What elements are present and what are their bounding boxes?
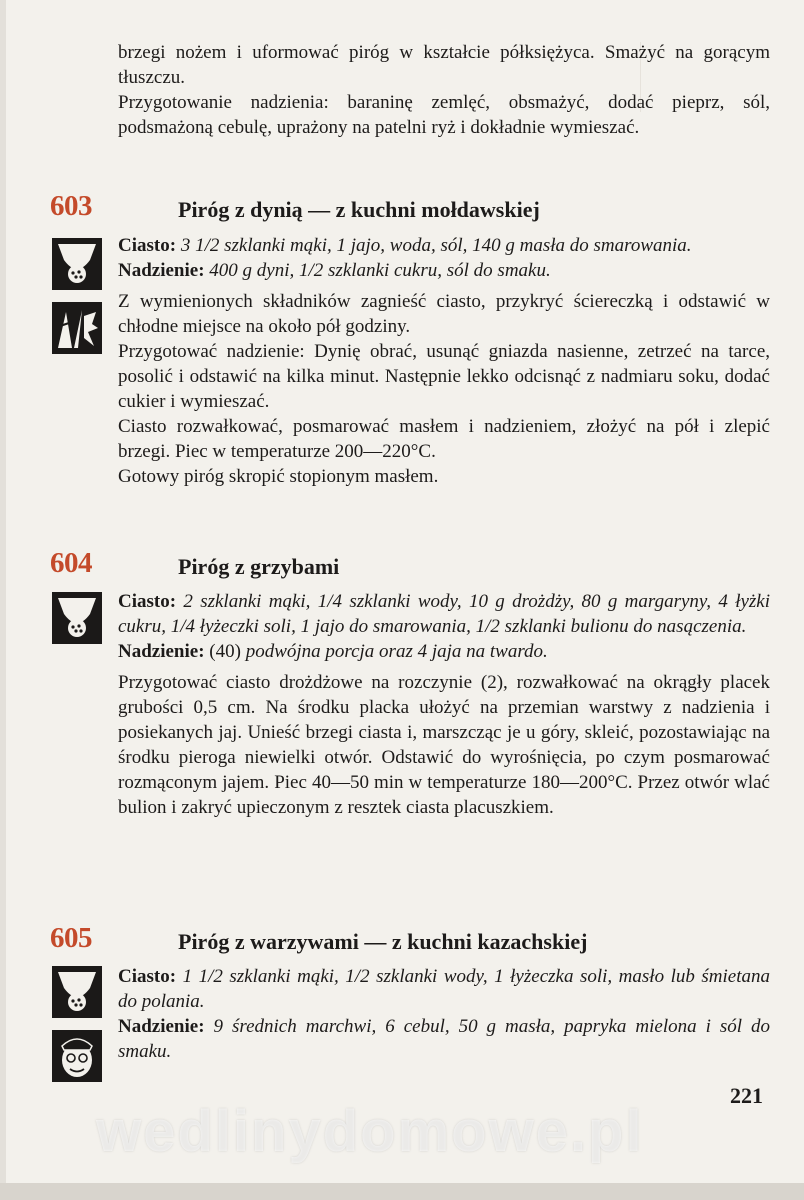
page-number: 221 <box>730 1083 763 1108</box>
recipe-604-body <box>118 589 770 820</box>
step: Przygotować ciasto drożdżowe na rozczynie (2), rozwałkować na okrągły placek grubości 0,5 cm. Na środku placka ułożyć na przemian warstwy z nadzienia i posiekanych jaj. Unieść brzegi ciasta i, marszcząc je u góry, skleić, pozostawiając na środku pieroga niewielki otwór. Odstawić do wyrośnięcia, po czym posmarować rozmąconym jajem. Piec 40—50 min w temperaturze 180—200°C. Przez otwór wlać bulion i zakryć upieczonym z resztek ciasta placuszkiem. <box>118 672 770 818</box>
dough-ingredients: 1 1/2 szklanki mąki, 1/2 szklanki wody, 1 łyżeczka soli, masło lub śmietana do polania. <box>118 966 770 1012</box>
page-bottom-edge <box>0 1183 804 1200</box>
chef-face-icon <box>52 1030 102 1082</box>
recipe-title: Piróg z warzywami — z kuchni kazachskiej <box>178 929 588 954</box>
recipe-title: Piróg z dynią — z kuchni mołdawskiej <box>178 197 540 222</box>
filling-ingredients: podwójna porcja oraz 4 jaja na twardo. <box>245 641 548 662</box>
recipe-number: 603 <box>50 190 92 222</box>
recipe-number: 604 <box>50 547 92 579</box>
intro-line-2: Przygotowanie nadzienia: baraninę zemlęć, obsmażyć, dodać pieprz, sól, podsmażoną cebulę, uprażony na patelni ryż i dokładnie wymieszać. <box>118 92 770 138</box>
dough-label: Ciasto: <box>118 966 177 987</box>
step: Ciasto rozwałkować, posmarować masłem i nadzieniem, złożyć na pół i zlepić brzegi. Piec w temperaturze 200—220°C. <box>118 416 770 462</box>
dough-ingredients: 3 1/2 szklanki mąki, 1 jajo, woda, sól, 140 g masła do smarowania. <box>180 235 692 256</box>
dough-bowl-icon <box>52 592 102 644</box>
ingredients-icon <box>52 302 102 354</box>
intro-text <box>118 40 770 140</box>
dough-label: Ciasto: <box>118 235 177 256</box>
page-spine <box>0 0 6 1200</box>
dough-label: Ciasto: <box>118 591 177 612</box>
watermark: wedlinydomowe.pl <box>96 1099 644 1164</box>
dough-ingredients: 2 szklanki mąki, 1/4 szklanki wody, 10 g drożdży, 80 g margaryny, 4 łyżki cukru, 1/4 łyżeczki soli, 1 jajo do smarowania, 1/2 szklanki bulionu do nasączenia. <box>118 591 771 637</box>
dough-bowl-icon <box>52 238 102 290</box>
filling-reference: (40) <box>209 641 241 662</box>
filling-label: Nadzienie: <box>118 260 205 281</box>
step: Gotowy piróg skropić stopionym masłem. <box>118 466 439 487</box>
step: Z wymienionych składników zagnieść ciasto, przykryć ściereczką i odstawić w chłodne miejsce na około pół godziny. <box>118 291 770 337</box>
recipe-title: Piróg z grzybami <box>178 554 340 579</box>
step: Przygotować nadzienie: Dynię obrać, usunąć gniazda nasienne, zetrzeć na tarce, posolić i odstawić na kilka minut. Następnie lekko odcisnąć z nadmiaru soku, dodać cukier i wymieszać. <box>118 341 770 412</box>
intro-line-1: brzegi nożem i uformować piróg w kształcie półksiężyca. Smażyć na gorącym tłuszczu. <box>118 42 770 88</box>
dough-bowl-icon <box>52 966 102 1018</box>
recipe-605-body <box>118 964 770 1064</box>
recipe-603-body <box>118 233 770 489</box>
recipe-number: 605 <box>50 922 92 954</box>
filling-label: Nadzienie: <box>118 641 205 662</box>
filling-ingredients: 400 g dyni, 1/2 szklanki cukru, sól do smaku. <box>209 260 551 281</box>
filling-label: Nadzienie: <box>118 1016 205 1037</box>
filling-ingredients: 9 średnich marchwi, 6 cebul, 50 g masła, papryka mielona i sól do smaku. <box>118 1016 770 1062</box>
